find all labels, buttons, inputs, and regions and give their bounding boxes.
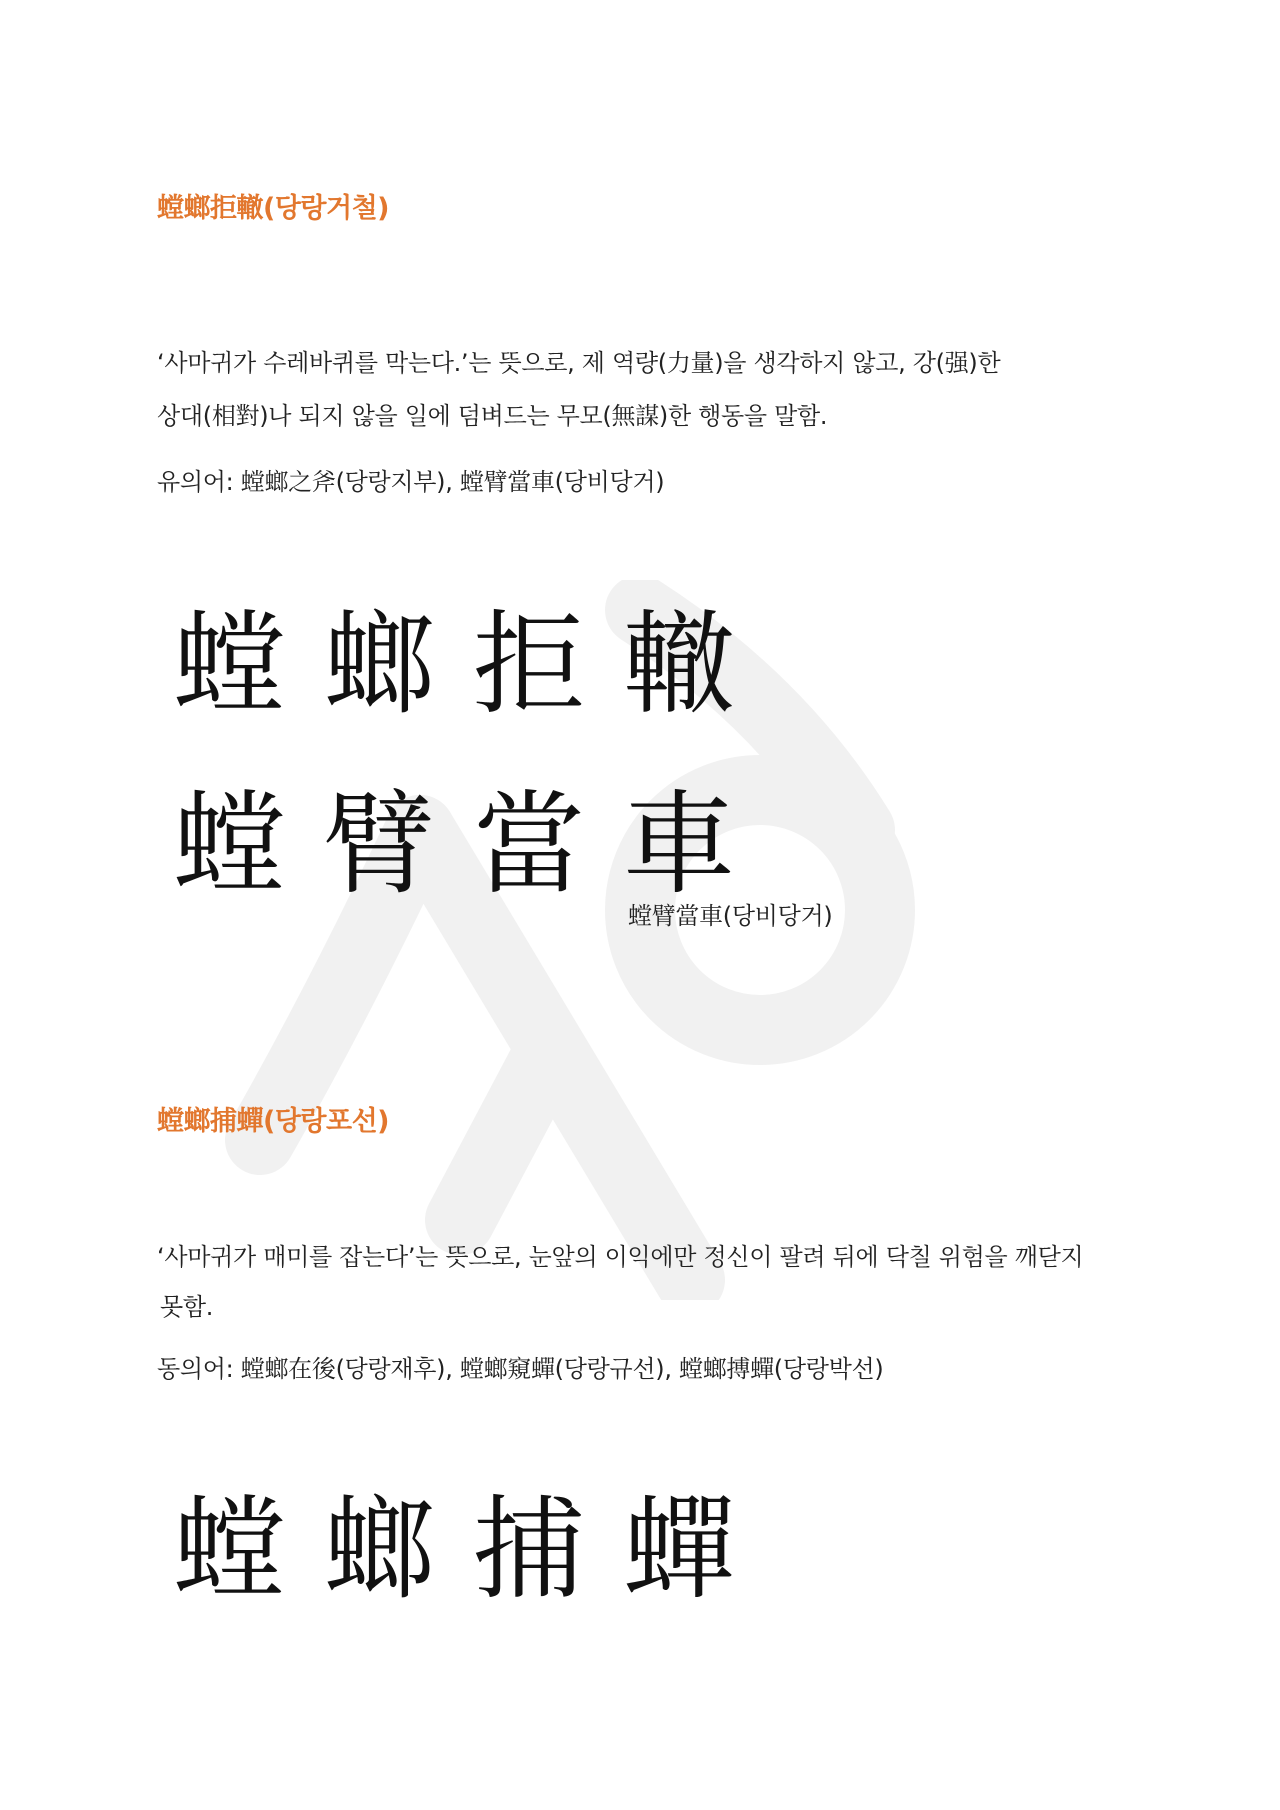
section2-line2: 못함. <box>160 1293 214 1321</box>
seal-char: 螂 <box>323 1485 435 1615</box>
section1-line2: 상대(相對)나 되지 않을 일에 덤벼드는 무모(無謀)한 행동을 말함. <box>157 402 828 430</box>
seal-char: 螂 <box>323 600 435 730</box>
section2-title: 螳螂捕蟬(당랑포선) <box>157 1106 390 1137</box>
seal-char: 蟬 <box>623 1485 735 1615</box>
seal-char: 螳 <box>173 600 285 730</box>
section2-synonyms: 동의어: 螳螂在後(당랑재후), 螳螂窺蟬(당랑규선), 螳螂搏蟬(당랑박선) <box>157 1355 884 1383</box>
seal-char: 臂 <box>323 780 435 910</box>
section1-title: 螳螂拒轍(당랑거철) <box>157 193 390 224</box>
seal-char: 捕 <box>473 1485 585 1615</box>
seal-char: 拒 <box>473 600 585 730</box>
section1-line1: ‘사마귀가 수레바퀴를 막는다.’는 뜻으로, 제 역량(力量)을 생각하지 않고, 강(强)한 <box>157 349 1001 377</box>
seal-char: 當 <box>473 780 585 910</box>
seal-char: 螳 <box>173 1485 285 1615</box>
seal-script-row1 <box>165 590 743 740</box>
seal-char: 車 <box>623 780 735 910</box>
seal-char: 轍 <box>623 600 735 730</box>
section2-line1: ‘사마귀가 매미를 잡는다’는 뜻으로, 눈앞의 이익에만 정신이 팔려 뒤에 닥칠 위험을 깨닫지 <box>157 1243 1084 1271</box>
section1-synonyms: 유의어: 螳螂之斧(당랑지부), 螳臂當車(당비당거) <box>157 468 665 496</box>
seal-script-row3 <box>165 1475 743 1625</box>
seal-char: 螳 <box>173 780 285 910</box>
seal-caption: 螳臂當車(당비당거) <box>628 902 833 930</box>
